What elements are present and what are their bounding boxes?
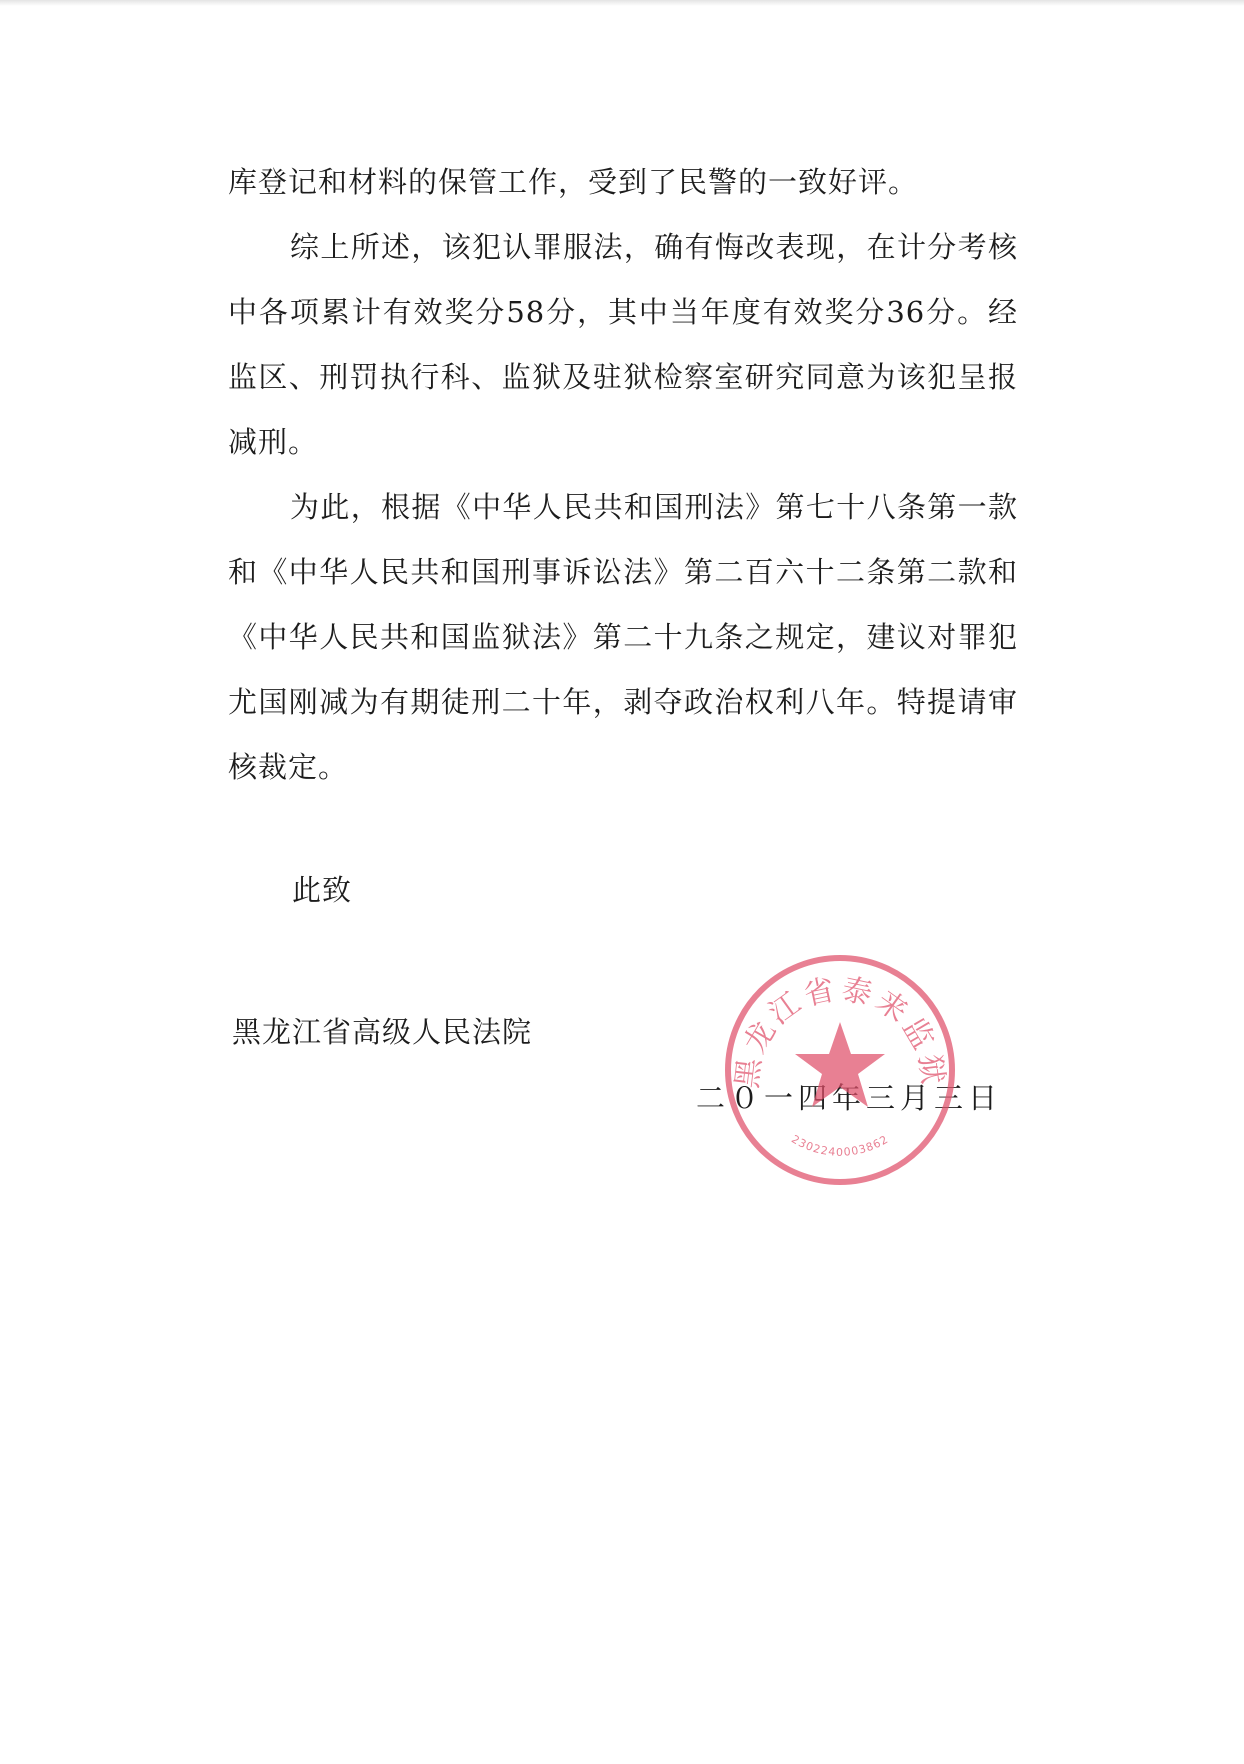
document-date: 二０一四年三月三日 [696, 1081, 1003, 1115]
seal-text: 黑龙江省泰来监狱 [729, 971, 951, 1091]
scan-top-edge [0, 0, 1244, 6]
paragraph-legal-basis: 为此，根据《中华人民共和国刑法》第七十八条第一款和《中华人民共和国刑事诉讼法》第二百六十二条第二款和《中华人民共和国监狱法》第二十九条之规定，建议对罪犯尤国刚减为有期徒刑二十年，剥夺政治权利八年。特提请审核裁定。 [228, 490, 1018, 784]
svg-text:2302240003862 [789, 1133, 891, 1159]
document-body [228, 150, 1018, 800]
seal-number: 2302240003862 [789, 1132, 891, 1159]
salutation: 此致 [292, 873, 353, 907]
official-seal-icon [720, 950, 960, 1190]
seal-star-icon [795, 1022, 885, 1107]
paragraph-continuation: 库登记和材料的保管工作，受到了民警的一致好评。 [228, 165, 919, 199]
recipient: 黑龙江省高级人民法院 [232, 1015, 533, 1049]
paragraph-summary: 综上所述，该犯认罪服法，确有悔改表现，在计分考核中各项累计有效奖分58分，其中当年度有效奖分36分。经监区、刑罚执行科、监狱及驻狱检察室研究同意为该犯呈报减刑。 [228, 230, 1018, 459]
